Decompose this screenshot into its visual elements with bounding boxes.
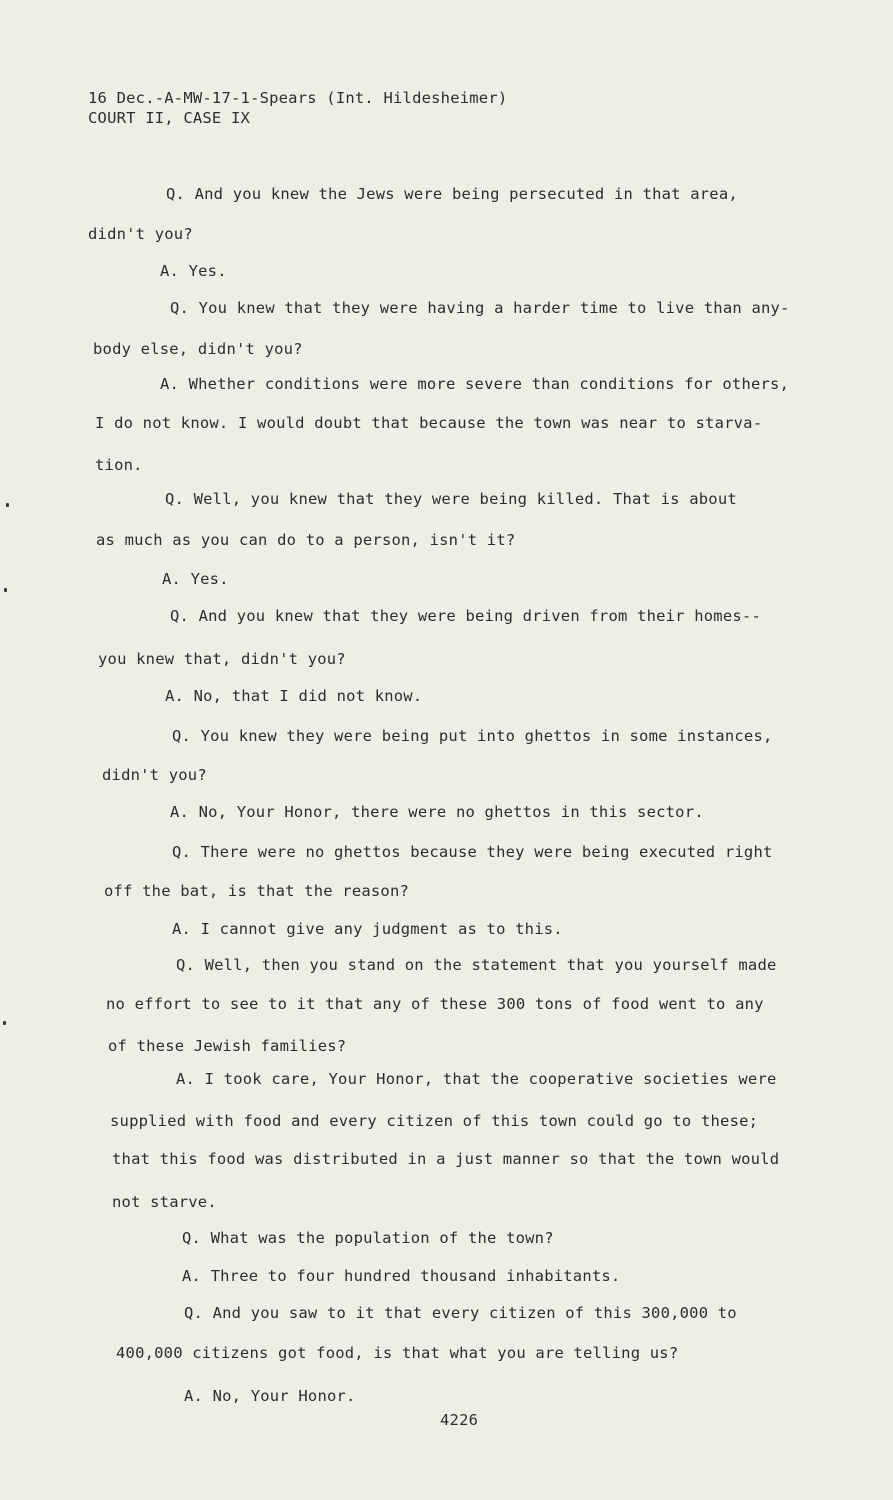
transcript-line: tion.: [95, 456, 143, 474]
transcript-line: you knew that, didn't you?: [98, 650, 346, 668]
transcript-line: A. Yes.: [160, 262, 227, 280]
transcript-line: A. Yes.: [162, 570, 229, 588]
transcript-line: body else, didn't you?: [93, 340, 303, 358]
page-number: 4226: [440, 1411, 479, 1429]
transcript-line: 400,000 citizens got food, is that what you are telling us?: [116, 1344, 679, 1362]
transcript-line: A. Three to four hundred thousand inhabitants.: [182, 1267, 621, 1285]
transcript-line: didn't you?: [88, 225, 193, 243]
transcript-line: A. No, that I did not know.: [165, 687, 423, 705]
transcript-line: Q. You knew they were being put into ghettos in some instances,: [172, 727, 773, 745]
margin-mark: [4, 588, 7, 592]
document-header: [88, 88, 507, 128]
margin-mark: [6, 503, 9, 507]
transcript-line: of these Jewish families?: [108, 1037, 347, 1055]
transcript-line: off the bat, is that the reason?: [104, 882, 410, 900]
transcript-line: didn't you?: [102, 766, 207, 784]
transcript-line: A. I cannot give any judgment as to this.: [172, 920, 563, 938]
transcript-line: Q. What was the population of the town?: [182, 1229, 554, 1247]
transcript-line: no effort to see to it that any of these 300 tons of food went to any: [106, 995, 764, 1013]
transcript-line: as much as you can do to a person, isn't it?: [96, 531, 516, 549]
transcript-line: Q. And you knew that they were being driven from their homes--: [170, 607, 761, 625]
margin-mark: [3, 1021, 6, 1025]
transcript-line: Q. Well, then you stand on the statement that you yourself made: [176, 956, 777, 974]
transcript-line: A. Whether conditions were more severe than conditions for others,: [160, 375, 790, 393]
transcript-line: I do not know. I would doubt that because the town was near to starva-: [95, 414, 763, 432]
transcript-line: that this food was distributed in a just manner so that the town would: [112, 1150, 780, 1168]
transcript-line: Q. You knew that they were having a harder time to live than any-: [170, 299, 790, 317]
transcript-line: A. No, Your Honor.: [184, 1387, 356, 1405]
header-line-1: 16 Dec.-A-MW-17-1-Spears (Int. Hildesheimer): [88, 89, 508, 107]
transcript-line: Q. Well, you knew that they were being killed. That is about: [165, 490, 737, 508]
transcript-line: A. I took care, Your Honor, that the cooperative societies were: [176, 1070, 777, 1088]
transcript-line: not starve.: [112, 1193, 217, 1211]
transcript-line: Q. There were no ghettos because they were being executed right: [172, 843, 773, 861]
transcript-line: Q. And you knew the Jews were being persecuted in that area,: [166, 185, 738, 203]
transcript-line: supplied with food and every citizen of this town could go to these;: [110, 1112, 759, 1130]
transcript-line: Q. And you saw to it that every citizen of this 300,000 to: [184, 1304, 737, 1322]
header-line-2: COURT II, CASE IX: [88, 109, 251, 127]
transcript-line: A. No, Your Honor, there were no ghettos in this sector.: [170, 803, 704, 821]
